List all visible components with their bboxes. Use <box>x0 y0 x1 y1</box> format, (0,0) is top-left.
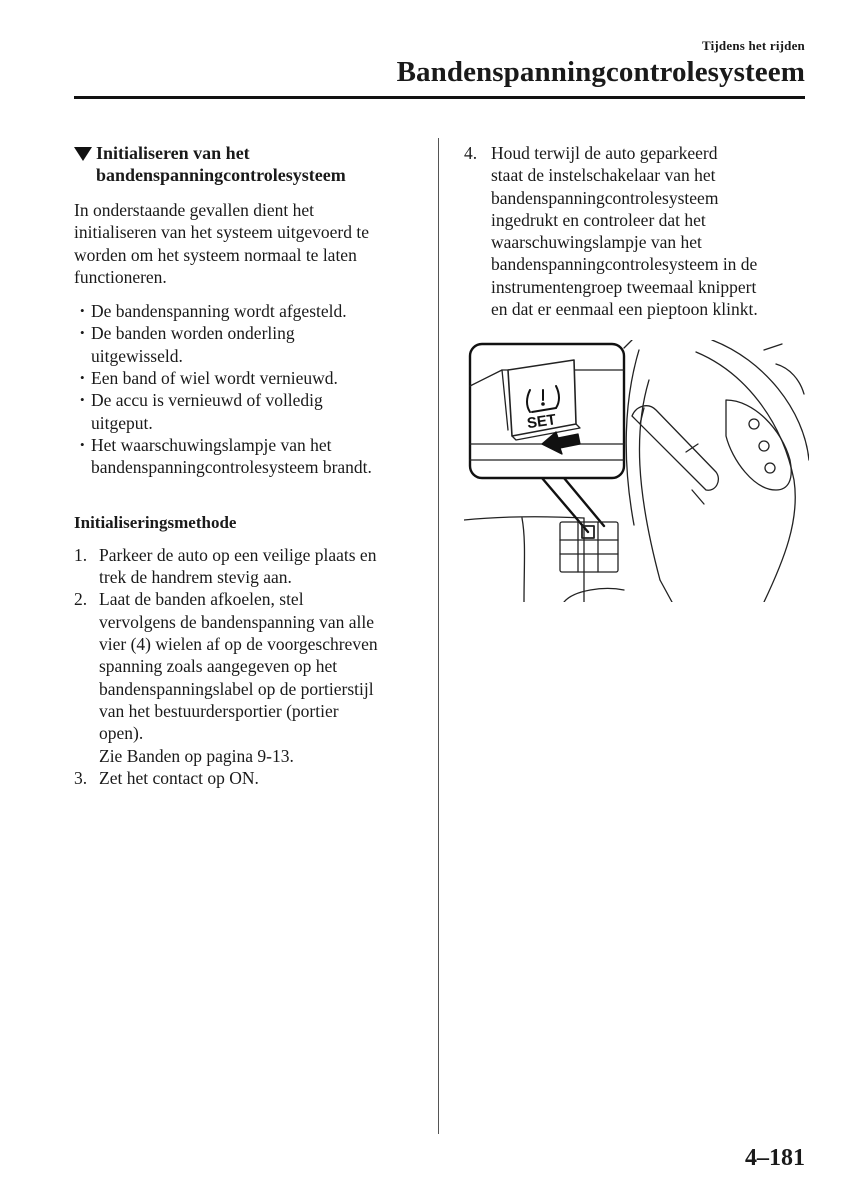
page-number: 4–181 <box>745 1145 805 1171</box>
step-line: spanning zoals aangegeven op het <box>99 656 338 677</box>
title-rule <box>74 96 805 99</box>
intro-paragraph <box>74 199 419 288</box>
step-number: 4. <box>464 143 478 163</box>
step-line: waarschuwingslampje van het <box>491 232 702 253</box>
step-item <box>74 588 419 766</box>
step-line: Zet het contact op ON. <box>99 767 259 788</box>
column-divider <box>438 138 439 1134</box>
turn-signal-stalk <box>632 406 718 504</box>
list-item <box>74 300 419 322</box>
list-item-line: • Het waarschuwingslampje van het <box>91 434 332 455</box>
callout-pointer <box>542 478 604 532</box>
step-item <box>74 544 419 589</box>
list-item-line: • De banden worden onderling <box>91 323 295 344</box>
heading-line: Initialiseren van het <box>96 143 250 163</box>
list-item <box>74 322 419 367</box>
step-line: Houd terwijl de auto geparkeerd <box>491 143 718 163</box>
right-column <box>464 142 809 320</box>
step-item <box>74 767 419 789</box>
heading-line: bandenspanningcontrolesysteem <box>96 165 346 185</box>
list-item-line: • De bandenspanning wordt afgesteld. <box>91 301 347 322</box>
triangle-marker-icon <box>74 147 92 161</box>
step-item <box>464 142 809 320</box>
step-line: vier (4) wielen af op de voorgeschreven <box>99 634 378 655</box>
step-line: instrumentengroep tweemaal knippert <box>491 276 757 297</box>
step-line: Parkeer de auto op een veilige plaats en <box>99 544 377 565</box>
step-line: trek de handrem stevig aan. <box>99 567 292 588</box>
step-line: Laat de banden afkoelen, stel <box>99 589 304 610</box>
step-line: staat de instelschakelaar van het <box>491 165 716 186</box>
steering-wheel <box>696 340 809 602</box>
switch-panel <box>560 522 618 572</box>
section-heading <box>74 142 419 186</box>
page-title: Bandenspanningcontrolesysteem <box>396 56 805 88</box>
step-line: en dat er eenmaal een pieptoon klinkt. <box>491 299 758 320</box>
left-column <box>74 142 419 789</box>
list-item <box>74 434 419 479</box>
step-number: 3. <box>74 767 88 788</box>
step-number: 2. <box>74 589 88 610</box>
step-number: 1. <box>74 544 88 565</box>
list-item-line: bandenspanningcontrolesysteem brandt. <box>91 457 372 478</box>
intro-line: functioneren. <box>74 266 167 287</box>
subheading: Initialiseringsmethode <box>74 512 237 532</box>
step-line: bandenspanningslabel op de portierstijl <box>99 678 374 699</box>
condition-list <box>74 300 419 478</box>
list-item <box>74 367 419 389</box>
list-item-line: • Een band of wiel wordt vernieuwd. <box>91 368 338 389</box>
list-item <box>74 389 419 434</box>
intro-line: worden om het systeem normaal te laten <box>74 244 357 265</box>
set-button-label: SET <box>525 411 558 433</box>
list-item-line: uitgeput. <box>91 412 153 433</box>
list-item-line: • De accu is vernieuwd of volledig <box>91 390 323 411</box>
step-line: van het bestuurdersportier (portier <box>99 700 339 721</box>
step-line: bandenspanningcontrolesysteem <box>491 187 719 208</box>
intro-line: In onderstaande gevallen dient het <box>74 200 315 220</box>
step-line: ingedrukt en controleer dat het <box>491 209 706 230</box>
section-label: Tijdens het rijden <box>701 38 805 53</box>
steps-list-continued <box>464 142 809 320</box>
steps-list <box>74 544 419 789</box>
step-line: bandenspanningcontrolesysteem in de <box>491 254 758 275</box>
list-item-line: uitgewisseld. <box>91 345 183 366</box>
dashboard-illustration <box>464 340 809 602</box>
step-line: open). <box>99 723 144 744</box>
step-line: Zie Banden op pagina 9-13. <box>99 745 294 766</box>
step-line: vervolgens de bandenspanning van alle <box>99 611 375 632</box>
intro-line: initialiseren van het systeem uitgevoerd te <box>74 222 369 243</box>
